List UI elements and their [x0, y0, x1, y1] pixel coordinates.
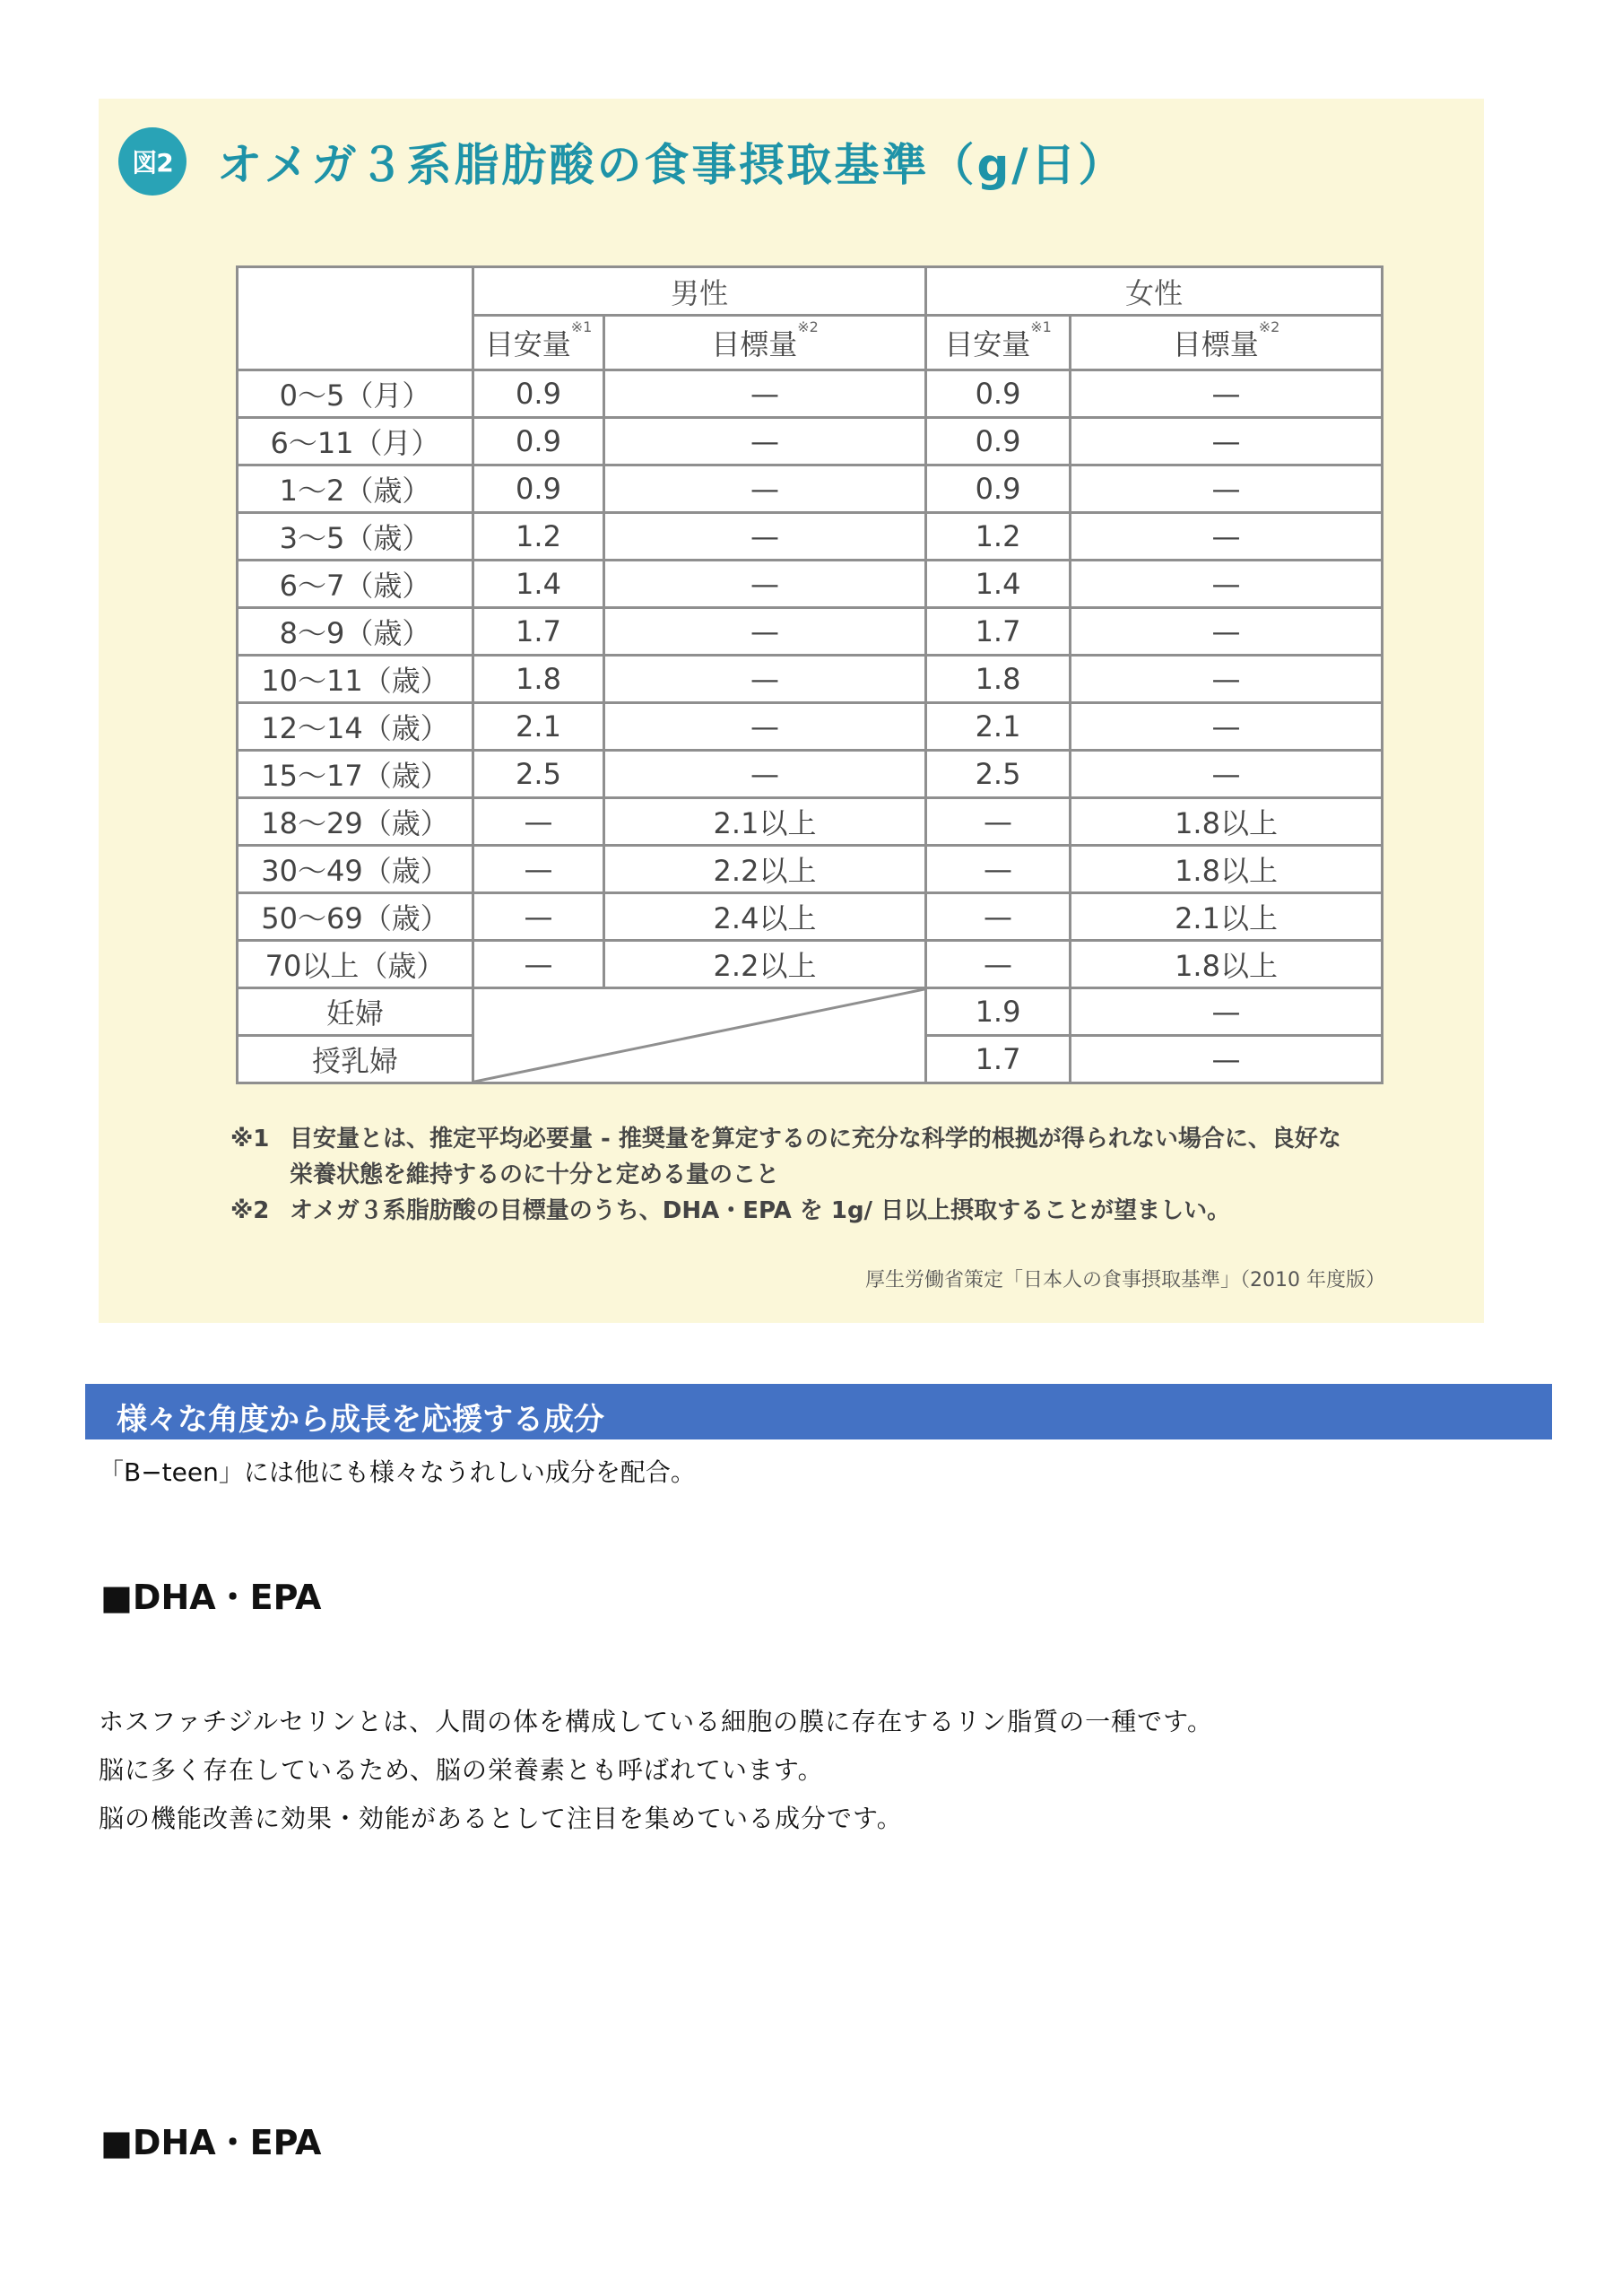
male-aim-cell: 1.4	[473, 561, 604, 608]
figure-notes	[230, 1121, 1423, 1229]
note-1-continuation: 栄養状態を維持するのに十分と定める量のこと	[290, 1161, 780, 1188]
female-target-cell: —	[1071, 418, 1383, 465]
intake-table-wrapper	[236, 265, 1381, 1084]
table-corner-cell	[238, 267, 473, 370]
table-row	[238, 656, 1383, 703]
female-aim-cell: 1.9	[926, 988, 1071, 1036]
figure-panel	[99, 99, 1484, 1323]
figure-title: オメガ３系脂肪酸の食事摂取基準（g/日）	[217, 139, 1126, 191]
note-1-text: 目安量とは、推定平均必要量 - 推奨量を算定するのに充分な科学的根拠が得られない場合に、良好な	[290, 1126, 1341, 1152]
male-target-cell: 2.2以上	[604, 941, 926, 988]
table-row	[238, 561, 1383, 608]
table-row	[238, 370, 1383, 418]
intake-table	[236, 265, 1383, 1084]
table-row	[238, 418, 1383, 465]
female-target-header: 目標量$^{※2}$	[1071, 316, 1383, 370]
male-target-cell: —	[604, 561, 926, 608]
note-2	[230, 1193, 1423, 1229]
female-aim-cell: 1.7	[926, 608, 1071, 656]
male-aim-cell: —	[473, 893, 604, 941]
age-cell: 50〜69（歳）	[238, 893, 473, 941]
note-1-mark: ※1	[230, 1126, 270, 1152]
female-target-cell: —	[1071, 608, 1383, 656]
female-aim-cell: 1.7	[926, 1036, 1071, 1083]
figure-source: 厚生労働省策定「日本人の食事摂取基準」（2010 年度版）	[865, 1269, 1385, 1292]
table-row-pregnant	[238, 988, 1383, 1036]
female-target-cell: 1.8以上	[1071, 846, 1383, 893]
male-aim-cell: 1.2	[473, 513, 604, 561]
female-aim-cell: 2.5	[926, 751, 1071, 798]
male-aim-cell: —	[473, 798, 604, 846]
female-target-cell: —	[1071, 751, 1383, 798]
male-target-header: 目標量$^{※2}$	[604, 316, 926, 370]
male-target-cell: —	[604, 656, 926, 703]
body-line: ホスファチジルセリンとは、人間の体を構成している細胞の膜に存在するリン脂質の一種です。	[99, 1707, 1213, 1736]
age-cell: 8〜9（歳）	[238, 608, 473, 656]
female-target-cell: 2.1以上	[1071, 893, 1383, 941]
table-row	[238, 513, 1383, 561]
male-aim-header: 目安量$^{※1}$	[473, 316, 604, 370]
female-target-cell: —	[1071, 656, 1383, 703]
female-aim-cell: —	[926, 846, 1071, 893]
male-aim-cell: —	[473, 941, 604, 988]
male-header: 男性	[473, 267, 926, 316]
male-aim-cell: 0.9	[473, 370, 604, 418]
female-target-cell: —	[1071, 370, 1383, 418]
body-paragraph	[99, 1698, 1213, 1843]
age-cell: 授乳婦	[238, 1036, 473, 1083]
figure-badge: 図2	[118, 127, 186, 196]
table-row	[238, 798, 1383, 846]
male-target-cell: —	[604, 418, 926, 465]
female-aim-cell: 0.9	[926, 418, 1071, 465]
male-target-cell: 2.4以上	[604, 893, 926, 941]
female-aim-cell: 1.4	[926, 561, 1071, 608]
female-aim-cell: 1.8	[926, 656, 1071, 703]
table-row	[238, 846, 1383, 893]
female-aim-cell: —	[926, 941, 1071, 988]
male-target-cell: 2.1以上	[604, 798, 926, 846]
female-target-cell: —	[1071, 703, 1383, 751]
age-cell: 15〜17（歳）	[238, 751, 473, 798]
male-target-cell: —	[604, 370, 926, 418]
note-2-mark: ※2	[230, 1197, 270, 1224]
section-title: 様々な角度から成長を応援する成分	[117, 1402, 604, 1438]
heading-dha-epa-2: ■DHA・EPA	[100, 2123, 322, 2162]
male-target-cell: 2.2以上	[604, 846, 926, 893]
note-1	[230, 1121, 1423, 1157]
female-aim-cell: —	[926, 893, 1071, 941]
table-row	[238, 893, 1383, 941]
age-cell: 10〜11（歳）	[238, 656, 473, 703]
heading-dha-epa: ■DHA・EPA	[100, 1578, 322, 1617]
intro-text: 「B−teen」には他にも様々なうれしい成分を配合。	[99, 1457, 696, 1487]
male-target-cell: —	[604, 465, 926, 513]
age-cell: 0〜5（月）	[238, 370, 473, 418]
age-cell: 70以上（歳）	[238, 941, 473, 988]
age-cell: 12〜14（歳）	[238, 703, 473, 751]
age-cell: 妊婦	[238, 988, 473, 1036]
female-target-cell: 1.8以上	[1071, 941, 1383, 988]
male-aim-cell: 2.5	[473, 751, 604, 798]
female-target-cell: —	[1071, 465, 1383, 513]
male-aim-cell: —	[473, 846, 604, 893]
table-row	[238, 465, 1383, 513]
figure-title-row	[118, 126, 1126, 197]
table-row	[238, 751, 1383, 798]
female-header: 女性	[926, 267, 1383, 316]
female-target-cell: —	[1071, 513, 1383, 561]
table-row	[238, 703, 1383, 751]
male-aim-cell: 1.8	[473, 656, 604, 703]
body-line: 脳の機能改善に効果・効能があるとして注目を集めている成分です。	[99, 1804, 903, 1833]
male-target-cell: —	[604, 513, 926, 561]
male-target-cell: —	[604, 608, 926, 656]
male-aim-cell: 2.1	[473, 703, 604, 751]
not-applicable-cell	[473, 988, 926, 1083]
female-target-cell: —	[1071, 1036, 1383, 1083]
female-target-cell: 1.8以上	[1071, 798, 1383, 846]
male-aim-cell: 1.7	[473, 608, 604, 656]
male-target-cell: —	[604, 751, 926, 798]
female-aim-cell: 0.9	[926, 465, 1071, 513]
female-target-cell: —	[1071, 561, 1383, 608]
body-line: 脳に多く存在しているため、脳の栄養素とも呼ばれています。	[99, 1755, 824, 1785]
female-aim-cell: 1.2	[926, 513, 1071, 561]
age-cell: 6〜11（月）	[238, 418, 473, 465]
male-aim-cell: 0.9	[473, 465, 604, 513]
female-target-cell: —	[1071, 988, 1383, 1036]
female-aim-header: 目安量$^{※1}$	[926, 316, 1071, 370]
male-target-cell: —	[604, 703, 926, 751]
female-aim-cell: 0.9	[926, 370, 1071, 418]
table-row	[238, 608, 1383, 656]
age-cell: 18〜29（歳）	[238, 798, 473, 846]
note-2-text: オメガ３系脂肪酸の目標量のうち、DHA・EPA を 1g/ 日以上摂取することが望ましい。	[290, 1197, 1231, 1224]
age-cell: 30〜49（歳）	[238, 846, 473, 893]
female-aim-cell: 2.1	[926, 703, 1071, 751]
age-cell: 6〜7（歳）	[238, 561, 473, 608]
section-band	[85, 1384, 1552, 1439]
female-aim-cell: —	[926, 798, 1071, 846]
male-aim-cell: 0.9	[473, 418, 604, 465]
age-cell: 1〜2（歳）	[238, 465, 473, 513]
age-cell: 3〜5（歳）	[238, 513, 473, 561]
diagonal-line	[474, 989, 924, 1082]
table-row	[238, 941, 1383, 988]
